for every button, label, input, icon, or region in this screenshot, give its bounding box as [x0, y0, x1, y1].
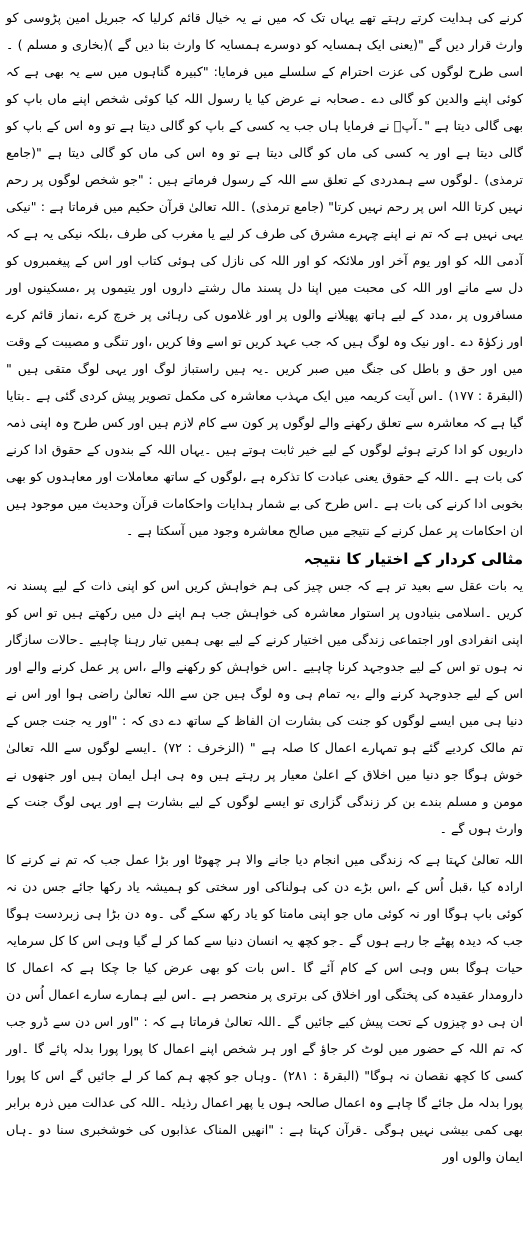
body-paragraph-1: کرنے کی ہدایت کرتے رہتے تھے یہاں تک کہ میں نے یہ خیال قائم کرلیا کہ جبریل امین پڑوسی کو وارث قرار دیں گے "(یعنی ایک ہمسایہ کو دوسرے ہمسایہ کا وارث بنا دیں گے )(بخاری و مسلم ) ۔اسی طرح لوگوں کی عزت احترام کے سلسلے میں فرمایا: "کبیرہ گناہوں میں سے یہ بھی ہے کہ کوئی اپنے والدین کو گالی دے ۔صحابہ نے عرض کیا یا رسول اللہ کیا کوئی شخص اپنے ماں باپ کو بھی گالی دیتا ہے "۔آپؐ نے فرمایا ہاں جب یہ کسی کے باپ کو گالی دیتا ہے تو وہ اس کے باپ کو گالی دیتا ہے اور یہ کسی کی ماں کو گالی دیتا ہے تو وہ اس کی ماں کو گالی دیتا ہے "(جامع ترمذی) ۔لوگوں سے ہمدردی کے تعلق سے اللہ کے رسول فرماتے ہیں : "جو شخص لوگوں پر رحم نہیں کرتا اللہ اس پر رحم نہیں کرتا" (جامع ترمذی) ۔اللہ تعالیٰ قرآن حکیم میں فرماتا ہے : "نیکی یہی نہیں ہے کہ تم نے اپنے چہرے مشرق کی طرف کر لیے یا مغرب کی طرف ،بلکہ نیکی یہ ہے کہ آدمی اللہ کو اور یوم آخر اور ملائکہ کو اور اللہ کی نازل کی ہوئی کتاب اور اس کے پیغمبروں کو دل سے مانے اور اللہ کی محبت میں اپنا دل پسند مال رشتے داروں اور یتیموں پر ،مسکینوں اور مسافروں پر ،مدد کے لیے ہاتھ پھیلانے والوں پر اور غلاموں کی رہائی پر خرچ کرے ،نماز قائم کرے اور زکوٰۃ دے ۔اور نیک وہ لوگ ہیں کہ جب عہد کریں تو اسے وفا کریں ،اور تنگی و مصیبت کے وقت میں اور حق و باطل کی جنگ میں صبر کریں ۔یہ ہیں راستباز لوگ اور یہی لوگ متقی ہیں " (البقرۃ : ۱۷۷) ۔اس آیت کریمہ میں ایک مہذب معاشرہ کی مکمل تصویر پیش کردی گئی ہے ۔بتایا گیا ہے کہ معاشرہ سے تعلق رکھنے والے لوگوں پر کون سے کام لازم ہیں اور کس طرح وہ اپنی ذمہ داریوں کو ادا کرتے ہوئے لوگوں کے لیے خیر ثابت ہوتے ہیں ۔یہاں اللہ کے بندوں کے حقوق ادا کرنے کی بات ہے ۔اللہ کے حقوق یعنی عبادت کا تذکرہ ہے ،لوگوں کے ساتھ معاملات اور معاہدوں کو بھی بخوبی ادا کرنے کی بات ہے ۔اس طرح کی بے شمار ہدایات واحکامات قرآن وحدیث میں موجود ہیں ان احکامات پر عمل کرنے کے نتیجے میں صالح معاشرہ وجود میں آسکتا ہے ۔ [6, 10, 523, 538]
body-paragraph-3: اللہ تعالیٰ کہتا ہے کہ زندگی میں انجام دیا جانے والا ہر چھوٹا اور بڑا عمل جب کہ تم نے کرنے کا ارادہ کیا ،قبل اُس کے ،اس بڑے دن کی ہولناکی اور سختی کو ہمیشہ یاد رکھا جائے جس دن نہ کوئی باپ ہوگا اور نہ کوئی ماں جو اپنی مامتا کو یاد رکھ سکے گی ۔وہ دن بڑا ہی زبردست ہوگا جب کہ دیدہ پھٹے جا رہے ہوں گے ۔جو کچھ یہ انسان دنیا سے کما کر لے گیا وہی اس کا کل سرمایہ حیات ہوگا بس وہی اس کے کام آئے گا ۔اس بات کو بھی عرض کیا جا چکا ہے کہ اعمال کا دارومدار عقیدہ کی پختگی اور اخلاق کی برتری پر منحصر ہے ۔اس لیے ہمارے سارے اعمال اُس دن ان ہی دو چیزوں کے تحت پیش کیے جائیں گے ۔اللہ تعالیٰ فرماتا ہے کہ : "اور اس دن سے ڈرو جب کہ تم اللہ کے حضور میں لوٹ کر جاؤ گے اور ہر شخص اپنے اعمال کا پورا پورا بدلہ پائے گا ۔اور کسی کا کچھ نقصان نہ ہوگا" (البقرۃ : ۲۸۱) ۔وہاں جو کچھ ہم کما کر لے جائیں گے اس کا پورا پورا بدلہ مل جائے گا چاہے وہ اعمال صالحہ ہوں یا پھر اعمال رذیلہ ۔اللہ کی عدالت میں ذرہ برابر بھی کمی بیشی نہیں ہوگی ۔قرآن کہتا ہے : "انھیں المناک عذابوں کی خوشخبری سنا دو ۔ہاں ایمان والوں اور [6, 852, 523, 1164]
section-heading: مثالی کردار کے اختیار کا نتیجہ [303, 550, 523, 568]
body-paragraph-2: یہ بات عقل سے بعید تر ہے کہ جس چیز کی ہم خواہش کریں اس کو اپنی ذات کے لیے پسند نہ کریں ۔اسلامی بنیادوں پر استوار معاشرہ کی خواہش جب ہم اپنے دل میں رکھتے ہیں تو اس کو اپنی انفرادی اور اجتماعی زندگی میں اختیار کرنے کے لیے بھی ہمیں تیار رہنا چاہیے ۔حالات سازگار نہ ہوں تو اس کے لیے جدوجہد کرنا چاہیے ۔اس خواہش کو رکھنے والے ،اس پر عمل کرنے والے اور اس کے لیے جدوجہد کرنے والے ،یہ تمام ہی وہ لوگ ہیں جن سے اللہ تعالیٰ راضی ہوا اور اس نے دنیا ہی میں ایسے لوگوں کو جنت کی بشارت ان الفاظ کے ساتھ دے دی کہ : "اور یہ جنت جس کے تم مالک کردیے گئے ہو تمہارے اعمال کا صلہ ہے " (الزخرف : ۷۲) ۔ایسے لوگوں سے اللہ تعالیٰ خوش ہوگا جو دنیا میں اخلاق کے اعلیٰ معیار پر رہتے ہیں وہ ہی اہل ایمان ہیں اور جنھوں نے مومن و مسلم بندے بن کر زندگی گزاری تو ایسے لوگوں کے لیے بشارت ہے اور یہی لوگ جنت کے وارث ہوں گے ۔ [6, 578, 524, 836]
